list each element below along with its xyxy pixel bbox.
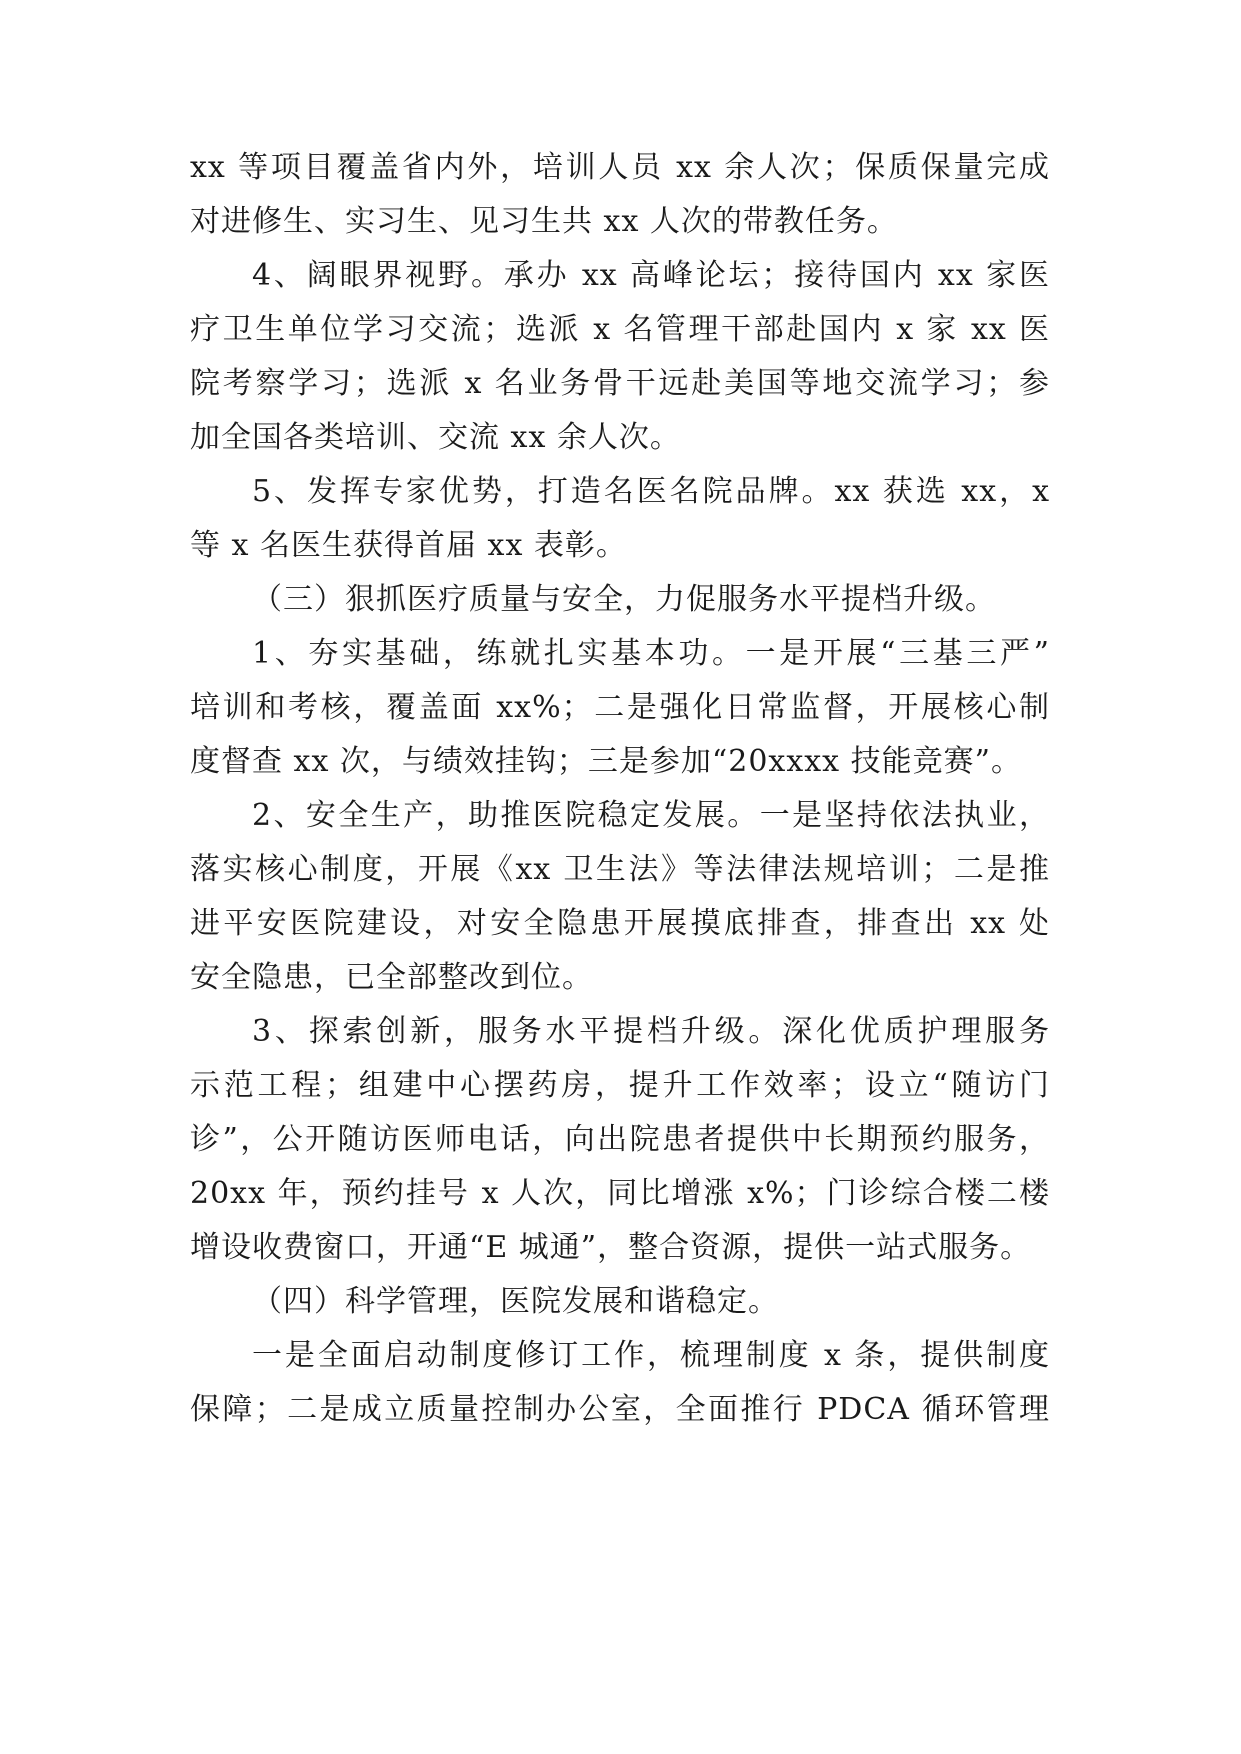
text-line-10: 1、夯实基础，练就扎实基本功。一是开展“三基三严” (252, 636, 1050, 671)
text-line-14: 落实核心制度，开展《xx 卫生法》等法律法规培训；二是推 (190, 852, 1050, 887)
text-line-11: 培训和考核，覆盖面 xx%；二是强化日常监督，开展核心制 (190, 690, 1050, 725)
text-line-19: 诊”，公开随访医师电话，向出院患者提供中长期预约服务， (190, 1122, 1050, 1157)
section-heading-4: （四）科学管理，医院发展和谐稳定。 (252, 1284, 779, 1319)
text-line-1: xx 等项目覆盖省内外，培训人员 xx 余人次；保质保量完成 (190, 150, 1050, 185)
text-line-8: 等 x 名医生获得首届 xx 表彰。 (190, 528, 627, 563)
text-line-20: 20xx 年，预约挂号 x 人次，同比增涨 x%；门诊综合楼二楼 (190, 1176, 1050, 1211)
text-line-3: 4、阔眼界视野。承办 xx 高峰论坛；接待国内 xx 家医 (252, 258, 1050, 293)
text-line-12: 度督查 xx 次，与绩效挂钩；三是参加“20xxxx 技能竞赛”。 (190, 744, 1022, 779)
text-line-13: 2、安全生产，助推医院稳定发展。一是坚持依法执业， (252, 798, 1050, 833)
text-line-5: 院考察学习；选派 x 名业务骨干远赴美国等地交流学习；参 (190, 366, 1050, 401)
text-line-6: 加全国各类培训、交流 xx 余人次。 (190, 420, 681, 455)
text-line-16: 安全隐患，已全部整改到位。 (190, 960, 593, 995)
text-line-2: 对进修生、实习生、见习生共 xx 人次的带教任务。 (190, 204, 898, 239)
text-line-23: 一是全面启动制度修订工作，梳理制度 x 条，提供制度 (252, 1338, 1050, 1373)
text-line-21: 增设收费窗口，开通“E 城通”，整合资源，提供一站式服务。 (190, 1230, 1032, 1265)
text-line-15: 进平安医院建设，对安全隐患开展摸底排查，排查出 xx 处 (190, 906, 1050, 941)
text-line-7: 5、发挥专家优势，打造名医名院品牌。xx 获选 xx，x (252, 474, 1050, 509)
text-line-17: 3、探索创新，服务水平提档升级。深化优质护理服务 (252, 1014, 1050, 1049)
text-line-24: 保障；二是成立质量控制办公室，全面推行 PDCA 循环管理 (190, 1392, 1050, 1427)
text-line-4: 疗卫生单位学习交流；选派 x 名管理干部赴国内 x 家 xx 医 (190, 312, 1050, 347)
section-heading-3: （三）狠抓医疗质量与安全，力促服务水平提档升级。 (252, 582, 996, 617)
text-line-18: 示范工程；组建中心摆药房，提升工作效率；设立“随访门 (190, 1068, 1050, 1103)
